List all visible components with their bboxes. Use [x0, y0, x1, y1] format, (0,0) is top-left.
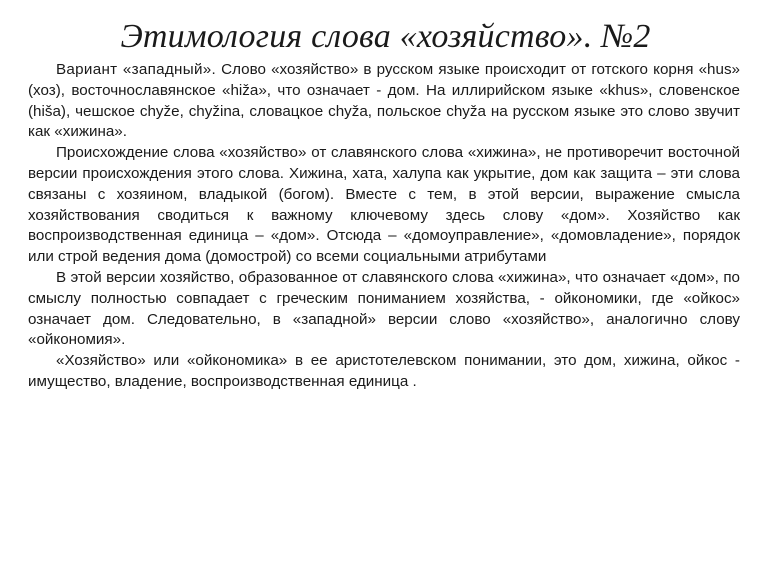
slide-title: Этимология слова «хозяйство». №2 — [120, 18, 651, 55]
paragraph-text: Слово «хозяйство» в русском языке происходит от готского корня «hus» (хоз), восточнославянское «hiža», что означает - дом. На иллирийском языке «khus», словенское (hiša), чешское chyže, chyžina, словацкое chyža, польское chyža на русском языке это слово звучит как «хижина». — [28, 61, 740, 141]
paragraph-2: Происхождение слова «хозяйство» от славянского слова «хижина», не противоречит восточной версии происхождения этого слова. Хижина, хата, халупа как укрытие, дом как защита – эти слова связаны с хозяином, владыкой (богом). Вместе с тем, в этой версии, выражение смысла хозяйствования сводиться к важному ключевому здесь слову «дом». Хозяйство как воспроизводственная единица – «дом». Отсюда – «домоуправление», «домовладение», порядок или строй ведения дома (домострой) со всеми социальными атрибутами — [28, 144, 740, 266]
slide-body — [28, 60, 740, 393]
paragraph-1 — [28, 60, 740, 143]
paragraph-lead: Вариант «западный». — [56, 61, 216, 78]
paragraph-4: «Хозяйство» или «ойкономика» в ее аристотелевском понимании, это дом, хижина, ойкос - имущество, владение, воспроизводственная единица . — [28, 352, 740, 390]
paragraph-3: В этой версии хозяйство, образованное от славянского слова «хижина», что означает «дом», по смыслу полностью совпадает с греческим пониманием хозяйства, - ойкономики, где «ойкос» означает дом. Следовательно, в «западной» версии слово «хозяйство», аналогично слову «ойкономия». — [28, 268, 740, 349]
